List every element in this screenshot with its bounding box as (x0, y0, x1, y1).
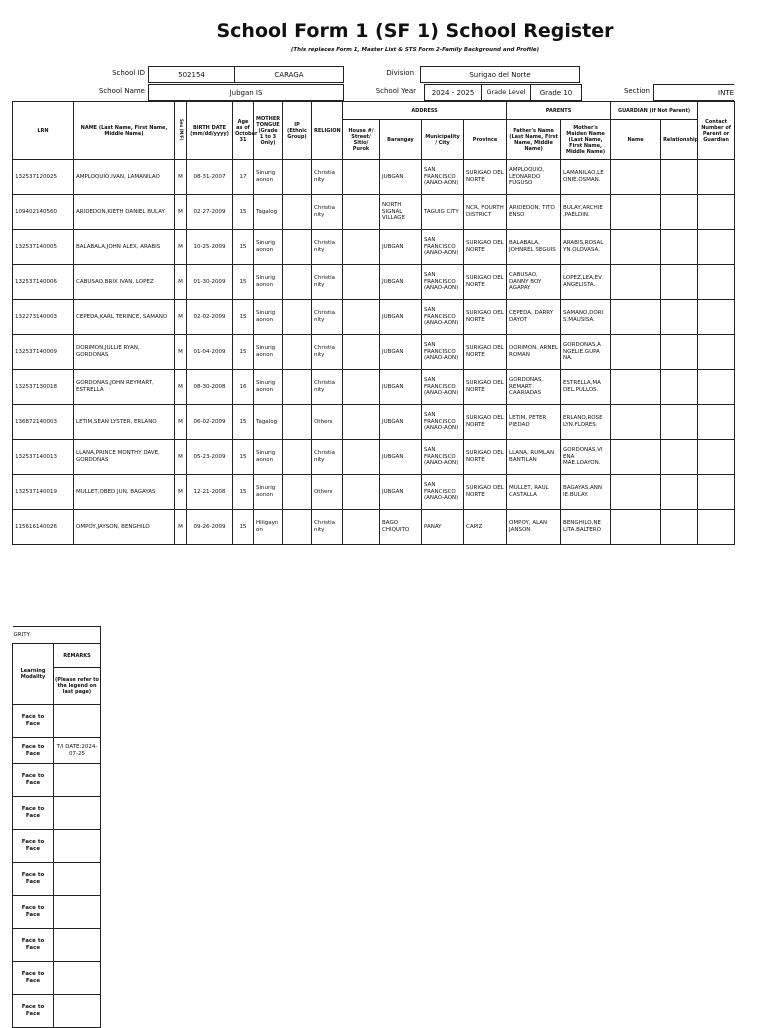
cell-mt: Sinurig aonon (254, 335, 283, 370)
cell-modality: Face to Face (13, 830, 54, 863)
cell-age: 15 (233, 230, 254, 265)
division-field: Surigao del Norte (420, 66, 580, 83)
school-id-field: 502154 (148, 66, 235, 83)
cell-religion: Christia nity (312, 440, 343, 475)
cell-age: 15 (233, 335, 254, 370)
cell-age: 15 (233, 510, 254, 545)
cell-mun: SAN FRANCISCO (ANAO-AON) (422, 335, 464, 370)
cell-religion: Christia nity (312, 230, 343, 265)
cell-father: LETIM, PETER PIEDAD (507, 405, 561, 440)
cell-barangay: NORTH SIGNAL VILLAGE (380, 195, 422, 230)
col-father: Father's Name (Last Name, First Name, Middle Name) (507, 120, 561, 160)
cell-mun: SAN FRANCISCO (ANAO-AON) (422, 300, 464, 335)
col-contact: Contact Number of Parent or Guardian (698, 102, 735, 160)
cell-contact (698, 405, 735, 440)
region-field: CARAGA (234, 66, 344, 83)
cell-religion: Christia nity (312, 160, 343, 195)
cell-mt: Sinurig aonon (254, 475, 283, 510)
cell-name: OMPOY,JAYSON, BENGHILO (74, 510, 175, 545)
cell-mother: GORDONAS,VI ENA MAE.LOAYON. (561, 440, 611, 475)
remarks-row (13, 705, 101, 738)
cell-father: AMPLOQUIO, LEONARDO FUGUSO (507, 160, 561, 195)
cell-mun: PANAY (422, 510, 464, 545)
cell-age: 15 (233, 195, 254, 230)
cell-mt: Sinurig aonon (254, 230, 283, 265)
cell-birth: 02-27-2009 (187, 195, 233, 230)
cell-mother: GORDONAS,A NGELIE.GUPA NA. (561, 335, 611, 370)
cell-remark (54, 830, 101, 863)
cell-name: CABUSAO,BRIX IVAN, LOPEZ (74, 265, 175, 300)
remarks-row (13, 764, 101, 797)
cell-prov: SURIGAO DEL NORTE (464, 335, 507, 370)
cell-house (343, 265, 380, 300)
col-birth-date: BIRTH DATE (mm/dd/yyyy) (187, 102, 233, 160)
cell-mun: SAN FRANCISCO (ANAO-AON) (422, 230, 464, 265)
cell-religion: Others (312, 475, 343, 510)
table-row (13, 475, 735, 510)
cell-mun: SAN FRANCISCO (ANAO-AON) (422, 440, 464, 475)
cell-name: GORDONAS,JOHN REYMART, ESTRELLA (74, 370, 175, 405)
cell-barangay: JUBGAN (380, 300, 422, 335)
cell-lrn: 132537140013 (13, 440, 74, 475)
table-row (13, 510, 735, 545)
remarks-row (13, 830, 101, 863)
cell-remark (54, 995, 101, 1028)
cell-prov: NCR, FOURTH DISTRICT (464, 195, 507, 230)
cell-lrn: 132537130018 (13, 370, 74, 405)
cell-modality: Face to Face (13, 764, 54, 797)
cell-mun: TAGUIG CITY (422, 195, 464, 230)
cell-g_name (611, 405, 661, 440)
grade-level-field: Grade 10 (530, 84, 582, 101)
cell-remark (54, 705, 101, 738)
table-row (13, 265, 735, 300)
cell-g_name (611, 195, 661, 230)
cell-remark: T/I DATE:2024-07-25 (54, 738, 101, 764)
cell-barangay: JUBGAN (380, 370, 422, 405)
cell-prov: SURIGAO DEL NORTE (464, 160, 507, 195)
cell-father: ARIDEDON, TITO ENSO (507, 195, 561, 230)
cell-contact (698, 475, 735, 510)
cell-sex: M (175, 440, 187, 475)
cell-father: CABUSAO, DANNY BOY AGAPAY (507, 265, 561, 300)
cell-g_name (611, 160, 661, 195)
table-row (13, 160, 735, 195)
table-row (13, 195, 735, 230)
cell-mt: Hiligayn on (254, 510, 283, 545)
school-year-label: School Year (375, 87, 416, 95)
cell-lrn: 109402140560 (13, 195, 74, 230)
school-name-field: Jubgan IS (148, 84, 344, 101)
cell-age: 16 (233, 370, 254, 405)
cell-g_rel (661, 265, 698, 300)
cell-remark (54, 896, 101, 929)
col-mother-tongue: MOTHER TONGUE (Grade 1 to 3 Only) (254, 102, 283, 160)
cell-house (343, 160, 380, 195)
cell-mt: Sinurig aonon (254, 265, 283, 300)
cell-age: 15 (233, 405, 254, 440)
cell-g_rel (661, 405, 698, 440)
cell-name: ARIDEDON,KIETH DANIEL BULAY (74, 195, 175, 230)
cell-ip (283, 405, 312, 440)
cell-birth: 05-23-2009 (187, 440, 233, 475)
col-barangay: Barangay (380, 120, 422, 160)
cell-barangay: JUBGAN (380, 440, 422, 475)
cell-g_rel (661, 195, 698, 230)
cell-lrn: 132273140003 (13, 300, 74, 335)
cell-sex: M (175, 405, 187, 440)
col-parents: PARENTS (507, 102, 611, 120)
cell-mun: SAN FRANCISCO (ANAO-AON) (422, 370, 464, 405)
cell-name: AMPLOQUIO,IVAN, LAMANILAO (74, 160, 175, 195)
cell-mother: ERLANO,ROSE LYN.FLORES. (561, 405, 611, 440)
form-title: School Form 1 (SF 1) School Register (216, 20, 614, 42)
cell-remark (54, 929, 101, 962)
cell-religion: Christia nity (312, 195, 343, 230)
cell-modality: Face to Face (13, 863, 54, 896)
cell-contact (698, 160, 735, 195)
cell-lrn: 132537140005 (13, 230, 74, 265)
cell-g_rel (661, 440, 698, 475)
cell-lrn: 132537140019 (13, 475, 74, 510)
remarks-row (13, 995, 101, 1028)
col-province: Province (464, 120, 507, 160)
cell-sex: M (175, 160, 187, 195)
cell-name: DORIMON,JULLIE RYAN, GORDONAS (74, 335, 175, 370)
cell-father: OMPOY, ALAN JANSON (507, 510, 561, 545)
col-house: House #/ Street/ Sitio/ Purok (343, 120, 380, 160)
cell-g_name (611, 300, 661, 335)
cell-g_rel (661, 475, 698, 510)
cell-religion: Christia nity (312, 335, 343, 370)
cell-remark (54, 962, 101, 995)
remarks-row (13, 962, 101, 995)
cell-father: GORDONAS, REMART CAARIADAS (507, 370, 561, 405)
cell-mun: SAN FRANCISCO (ANAO-AON) (422, 405, 464, 440)
school-year-field: 2024 - 2025 (424, 84, 482, 101)
col-sex-text: Sex (M/F) (178, 118, 184, 141)
grade-level-label: Grade Level (481, 84, 531, 101)
cell-modality: Face to Face (13, 896, 54, 929)
col-address: ADDRESS (343, 102, 507, 120)
col-sex (175, 102, 187, 160)
cell-sex: M (175, 510, 187, 545)
cell-mother: ARABIS,ROSAL YN.OLOVASA. (561, 230, 611, 265)
cell-prov: CAPIZ (464, 510, 507, 545)
cell-prov: SURIGAO DEL NORTE (464, 405, 507, 440)
cell-father: DORIMON, ARNEL ROMAN (507, 335, 561, 370)
cell-modality: Face to Face (13, 995, 54, 1028)
cell-name: LLANA,PRINCE MONTHY DAVE, GORDONAS (74, 440, 175, 475)
table-row (13, 300, 735, 335)
cell-modality: Face to Face (13, 797, 54, 830)
table-row (13, 405, 735, 440)
cell-ip (283, 335, 312, 370)
cell-name: MULLET,OBED JUN, BAGAYAS (74, 475, 175, 510)
cell-mun: SAN FRANCISCO (ANAO-AON) (422, 265, 464, 300)
cell-father: LLANA, RUMLAN BANTILAN (507, 440, 561, 475)
remarks-row (13, 929, 101, 962)
cell-sex: M (175, 265, 187, 300)
cell-religion: Others (312, 405, 343, 440)
cell-religion: Christia nity (312, 510, 343, 545)
cell-house (343, 195, 380, 230)
cell-barangay: JUBGAN (380, 265, 422, 300)
cell-house (343, 230, 380, 265)
cell-house (343, 475, 380, 510)
cell-mt: Sinurig aonon (254, 160, 283, 195)
cell-prov: SURIGAO DEL NORTE (464, 475, 507, 510)
cell-mt: Sinurig aonon (254, 370, 283, 405)
school-name-label: School Name (98, 87, 145, 95)
cell-g_name (611, 475, 661, 510)
cell-lrn: 136872140003 (13, 405, 74, 440)
col-age: Age as of October 31 (233, 102, 254, 160)
cell-mun: SAN FRANCISCO (ANAO-AON) (422, 475, 464, 510)
cell-lrn: 115616140026 (13, 510, 74, 545)
cell-age: 15 (233, 440, 254, 475)
cell-lrn: 132537140006 (13, 265, 74, 300)
cell-mun: SAN FRANCISCO (ANAO-AON) (422, 160, 464, 195)
col-mother: Mother's Maiden Name (Last Name, First Name, Middle Name) (561, 120, 611, 160)
cell-age: 15 (233, 475, 254, 510)
cell-lrn: 132537120025 (13, 160, 74, 195)
col-ip: IP (Ethnic Group) (283, 102, 312, 160)
col-remarks: REMARKS (54, 644, 101, 668)
cell-g_name (611, 335, 661, 370)
cell-mother: SAMANO,DORI S.MAUSISA. (561, 300, 611, 335)
cell-g_rel (661, 370, 698, 405)
remarks-row (13, 896, 101, 929)
col-remarks-note: (Please refer to the legend on last page) (54, 668, 101, 705)
cell-religion: Christia nity (312, 370, 343, 405)
cell-house (343, 405, 380, 440)
cell-ip (283, 510, 312, 545)
cell-mother: ESTRELLA,MA DEL.PULLOS. (561, 370, 611, 405)
cell-barangay: JUBGAN (380, 475, 422, 510)
cell-mt: Sinurig aonon (254, 300, 283, 335)
cell-mother: LAMANILAO,LE ONIE.OSMAN. (561, 160, 611, 195)
cell-contact (698, 335, 735, 370)
cell-prov: SURIGAO DEL NORTE (464, 230, 507, 265)
cell-g_rel (661, 160, 698, 195)
col-guardian: GUARDIAN (if Not Parent) (611, 102, 698, 120)
cell-remark (54, 797, 101, 830)
cell-father: CEPEDA, DARRY DAYOT (507, 300, 561, 335)
col-municipality: Municipality / City (422, 120, 464, 160)
cell-ip (283, 160, 312, 195)
cell-house (343, 510, 380, 545)
cell-barangay: BAGO CHIQUITO (380, 510, 422, 545)
cell-birth: 12-21-2008 (187, 475, 233, 510)
cell-modality: Face to Face (13, 962, 54, 995)
cell-prov: SURIGAO DEL NORTE (464, 440, 507, 475)
cell-g_rel (661, 230, 698, 265)
col-name: NAME (Last Name, First Name, Middle Name) (74, 102, 175, 160)
cell-prov: SURIGAO DEL NORTE (464, 265, 507, 300)
cell-ip (283, 440, 312, 475)
remarks-table (12, 626, 101, 1028)
cell-sex: M (175, 300, 187, 335)
cell-house (343, 370, 380, 405)
cell-ip (283, 300, 312, 335)
cell-age: 17 (233, 160, 254, 195)
cell-ip (283, 230, 312, 265)
form-subtitle: (This replaces Form 1, Master List & STS Form 2-Family Background and Profile) (290, 47, 540, 53)
cell-g_name (611, 440, 661, 475)
table-row (13, 335, 735, 370)
cell-age: 15 (233, 300, 254, 335)
cell-sex: M (175, 335, 187, 370)
cell-g_name (611, 510, 661, 545)
cell-g_name (611, 265, 661, 300)
remarks-cut-label: GRITY (13, 627, 101, 644)
cell-house (343, 335, 380, 370)
table-row (13, 370, 735, 405)
cell-prov: SURIGAO DEL NORTE (464, 370, 507, 405)
cell-name: CEPEDA,KARL TERINCE, SAMANO (74, 300, 175, 335)
cell-mt: Sinurig aonon (254, 440, 283, 475)
cell-father: BALABALA, JOHNREL SEGUIS (507, 230, 561, 265)
cell-birth: 06-02-2009 (187, 405, 233, 440)
cell-remark (54, 863, 101, 896)
cell-g_rel (661, 300, 698, 335)
cell-birth: 08-31-2007 (187, 160, 233, 195)
cell-birth: 09-26-2009 (187, 510, 233, 545)
cell-contact (698, 440, 735, 475)
col-guardian-name: Name (611, 120, 661, 160)
cell-modality: Face to Face (13, 705, 54, 738)
cell-modality: Face to Face (13, 929, 54, 962)
cell-birth: 08-30-2008 (187, 370, 233, 405)
section-label: Section (623, 87, 650, 95)
cell-prov: SURIGAO DEL NORTE (464, 300, 507, 335)
cell-contact (698, 230, 735, 265)
col-lrn: LRN (13, 102, 74, 160)
cell-g_rel (661, 335, 698, 370)
cell-sex: M (175, 475, 187, 510)
cell-ip (283, 475, 312, 510)
cell-contact (698, 510, 735, 545)
col-learning-modality: Learning Modality (13, 644, 54, 705)
cell-birth: 01-04-2009 (187, 335, 233, 370)
cell-birth: 02-02-2009 (187, 300, 233, 335)
cell-birth: 10-25-2009 (187, 230, 233, 265)
col-guardian-relationship: Relationship (661, 120, 698, 160)
cell-father: MULLET, RAUL CASTALLA (507, 475, 561, 510)
remarks-row (13, 738, 101, 764)
cell-name: LETIM,SEAN LYSTER, ERLANO (74, 405, 175, 440)
table-row (13, 440, 735, 475)
register-table (12, 101, 735, 545)
cell-sex: M (175, 230, 187, 265)
section-field: INTE (653, 84, 734, 101)
cell-age: 15 (233, 265, 254, 300)
cell-modality: Face to Face (13, 738, 54, 764)
cell-barangay: JUBGAN (380, 230, 422, 265)
cell-mt: Tagalog (254, 195, 283, 230)
cell-house (343, 300, 380, 335)
cell-g_rel (661, 510, 698, 545)
cell-birth: 01-30-2009 (187, 265, 233, 300)
cell-mother: BENGHILO,NE LITA.BALTERO (561, 510, 611, 545)
col-religion: RELIGION (312, 102, 343, 160)
cell-mt: Tagalog (254, 405, 283, 440)
cell-sex: M (175, 195, 187, 230)
cell-ip (283, 370, 312, 405)
cell-ip (283, 195, 312, 230)
cell-barangay: JUBGAN (380, 405, 422, 440)
cell-lrn: 132537140009 (13, 335, 74, 370)
cell-contact (698, 265, 735, 300)
cell-name: BALABALA,JOHN ALEX, ARABIS (74, 230, 175, 265)
cell-barangay: JUBGAN (380, 335, 422, 370)
school-id-label: School ID (112, 69, 145, 77)
cell-religion: Christia nity (312, 300, 343, 335)
cell-mother: BAGAYAS,ANN IE.BULAY. (561, 475, 611, 510)
cell-g_name (611, 370, 661, 405)
cell-contact (698, 300, 735, 335)
cell-house (343, 440, 380, 475)
cell-contact (698, 370, 735, 405)
remarks-row (13, 797, 101, 830)
cell-sex: M (175, 370, 187, 405)
remarks-row (13, 863, 101, 896)
table-row (13, 230, 735, 265)
cell-contact (698, 195, 735, 230)
cell-g_name (611, 230, 661, 265)
cell-remark (54, 764, 101, 797)
cell-ip (283, 265, 312, 300)
cell-mother: LOPEZ,LEA,EV ANGELISTA. (561, 265, 611, 300)
cell-barangay: JUBGAN (380, 160, 422, 195)
cell-mother: BULAY,ARCHIE ,PAELDIN. (561, 195, 611, 230)
division-label: Division (386, 69, 414, 77)
cell-religion: Christia nity (312, 265, 343, 300)
